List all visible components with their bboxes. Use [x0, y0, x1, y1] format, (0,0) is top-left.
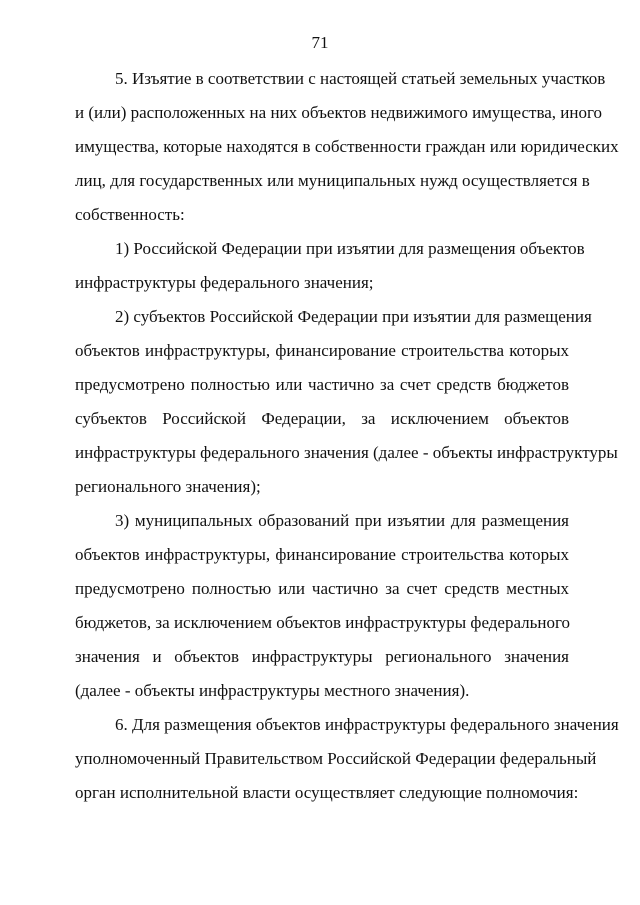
- item-2-line-6: регионального значения);: [75, 477, 261, 496]
- item-3-line-1: 3) муниципальных образований при изъятии для размещения: [115, 511, 569, 530]
- paragraph-6-line-1: 6. Для размещения объектов инфраструктуры федерального значения: [115, 715, 619, 734]
- paragraph-6-line-2: уполномоченный Правительством Российской Федерации федеральный: [75, 749, 597, 768]
- item-2-line-4: субъектов Российской Федерации, за исключением объектов: [75, 409, 569, 428]
- item-2-line-1: 2) субъектов Российской Федерации при изъятии для размещения: [115, 307, 592, 326]
- item-3-line-3: предусмотрено полностью или частично за счет средств местных: [75, 579, 569, 598]
- item-2-line-3: предусмотрено полностью или частично за счет средств бюджетов: [75, 375, 569, 394]
- page-number: 71: [311, 33, 329, 52]
- paragraph-5-line-1: 5. Изъятие в соответствии с настоящей статьей земельных участков: [115, 69, 606, 88]
- item-3-line-5: значения и объектов инфраструктуры регионального значения: [75, 647, 569, 666]
- item-3-line-2: объектов инфраструктуры, финансирование строительства которых: [75, 545, 569, 564]
- item-1-line-2: инфраструктуры федерального значения;: [75, 273, 374, 292]
- item-3-line-4: бюджетов, за исключением объектов инфраструктуры федерального: [75, 613, 571, 632]
- item-1-line-1: 1) Российской Федерации при изъятии для размещения объектов: [115, 239, 585, 258]
- paragraph-5-line-4: лиц, для государственных или муниципальных нужд осуществляется в: [75, 171, 590, 190]
- item-2-line-2: объектов инфраструктуры, финансирование строительства которых: [75, 341, 569, 360]
- paragraph-5-line-5: собственность:: [75, 205, 185, 224]
- item-3-line-6: (далее - объекты инфраструктуры местного значения).: [75, 681, 470, 700]
- paragraph-6-line-3: орган исполнительной власти осуществляет следующие полномочия:: [75, 783, 579, 802]
- paragraph-5-line-3: имущества, которые находятся в собственности граждан или юридических: [75, 137, 619, 156]
- item-2-line-5: инфраструктуры федерального значения (далее - объекты инфраструктуры: [75, 443, 618, 462]
- paragraph-5-line-2: и (или) расположенных на них объектов недвижимого имущества, иного: [75, 103, 603, 122]
